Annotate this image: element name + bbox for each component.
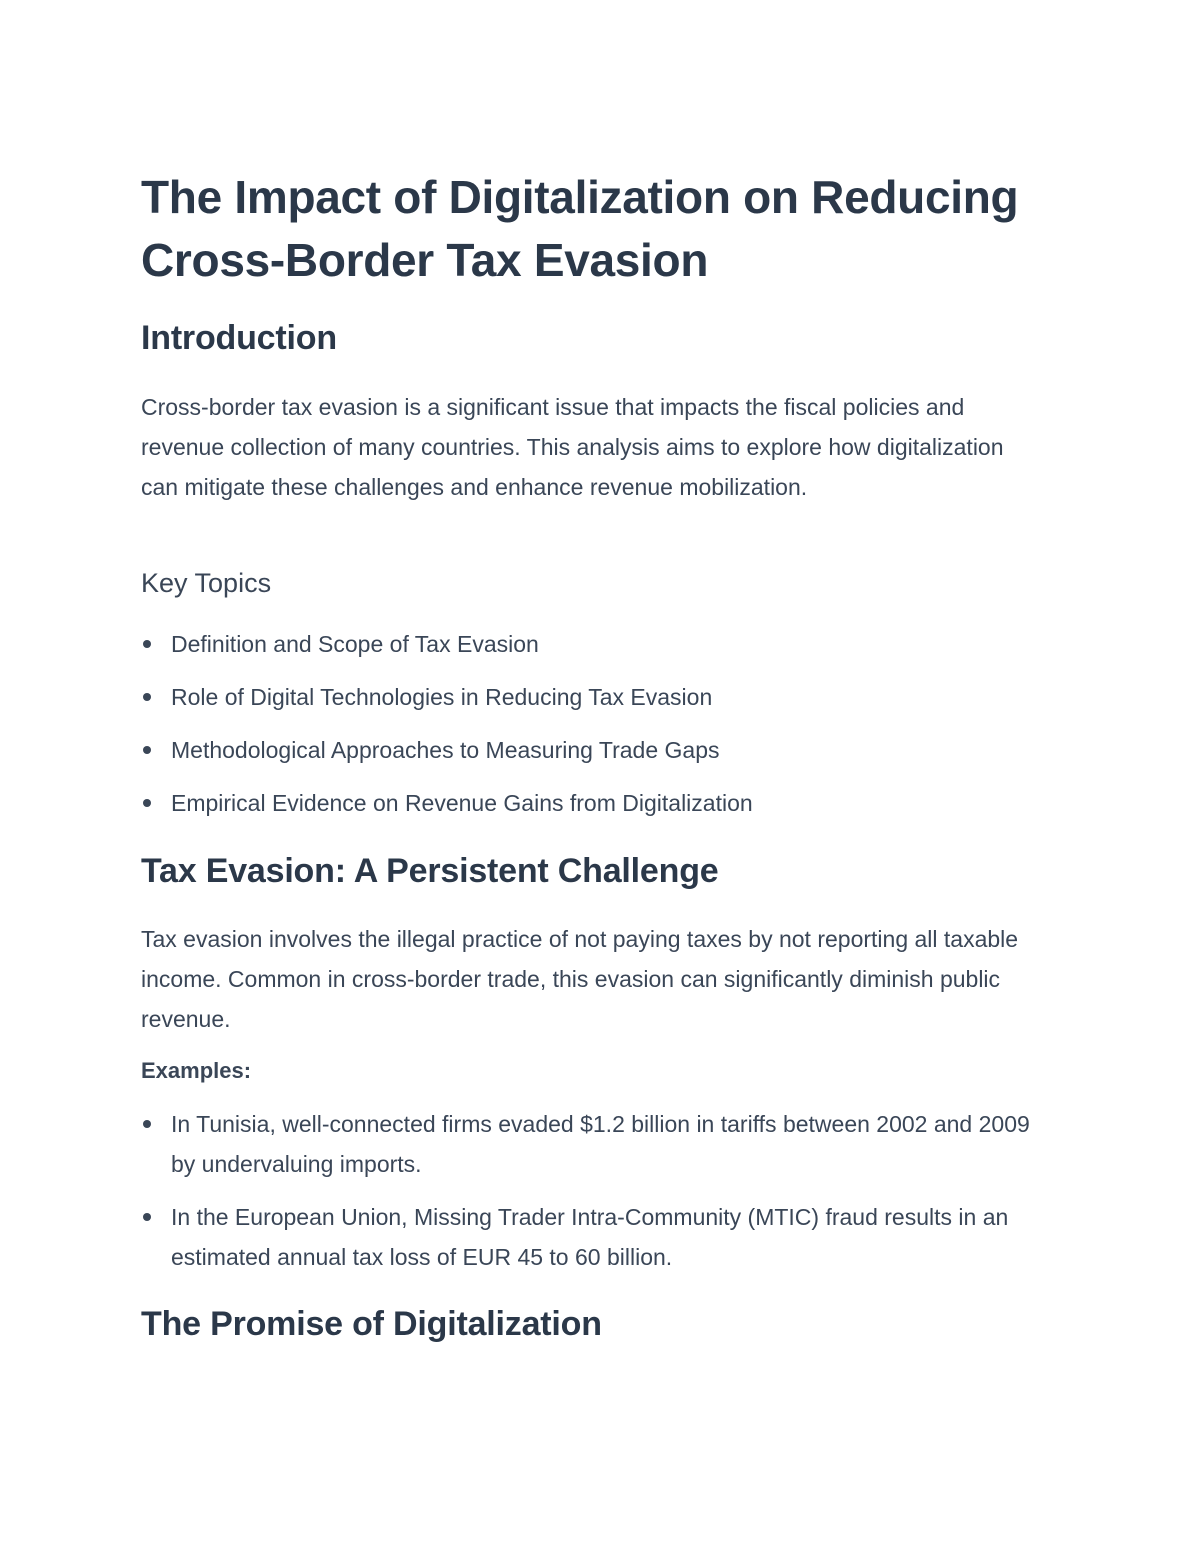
key-topics-heading: Key Topics <box>141 568 272 598</box>
bullet-icon <box>143 1120 151 1128</box>
bullet-icon <box>143 799 151 807</box>
introduction-paragraph: Cross-border tax evasion is a significant issue that impacts the fiscal policies and revenue collection of many countries. This analysis aims to explore how digitalization can mitigate these challenges and enhance revenue mobilization. <box>141 394 1004 500</box>
list-item <box>141 783 1046 823</box>
introduction-heading: Introduction <box>141 319 337 357</box>
promise-heading: The Promise of Digitalization <box>141 1305 602 1343</box>
list-item <box>141 677 1046 717</box>
list-item <box>141 1104 1046 1184</box>
document-title: The Impact of Digitalization on Reducing Cross-Border Tax Evasion <box>141 171 1019 286</box>
bullet-icon <box>143 746 151 754</box>
list-item <box>141 1197 1046 1277</box>
bullet-icon <box>143 1213 151 1221</box>
bullet-icon <box>143 693 151 701</box>
list-item <box>141 624 1046 664</box>
tax-evasion-heading: Tax Evasion: A Persistent Challenge <box>141 852 719 890</box>
key-topics-list <box>141 624 1046 836</box>
list-item-text: Definition and Scope of Tax Evasion <box>171 631 539 657</box>
examples-label: Examples: <box>141 1058 252 1083</box>
list-item-text: Role of Digital Technologies in Reducing Tax Evasion <box>171 684 713 710</box>
tax-evasion-paragraph: Tax evasion involves the illegal practice of not paying taxes by not reporting all taxable income. Common in cross-border trade, this evasion can significantly diminish public revenue. <box>141 926 1019 1032</box>
list-item <box>141 730 1046 770</box>
list-item-text: In the European Union, Missing Trader Intra-Community (MTIC) fraud results in an estimated annual tax loss of EUR 45 to 60 billion. <box>171 1204 1009 1270</box>
examples-list <box>141 1104 1046 1290</box>
list-item-text: In Tunisia, well-connected firms evaded $1.2 billion in tariffs between 2002 and 2009 by undervaluing imports. <box>171 1111 1030 1177</box>
bullet-icon <box>143 640 151 648</box>
list-item-text: Methodological Approaches to Measuring Trade Gaps <box>171 737 720 763</box>
list-item-text: Empirical Evidence on Revenue Gains from Digitalization <box>171 790 753 816</box>
